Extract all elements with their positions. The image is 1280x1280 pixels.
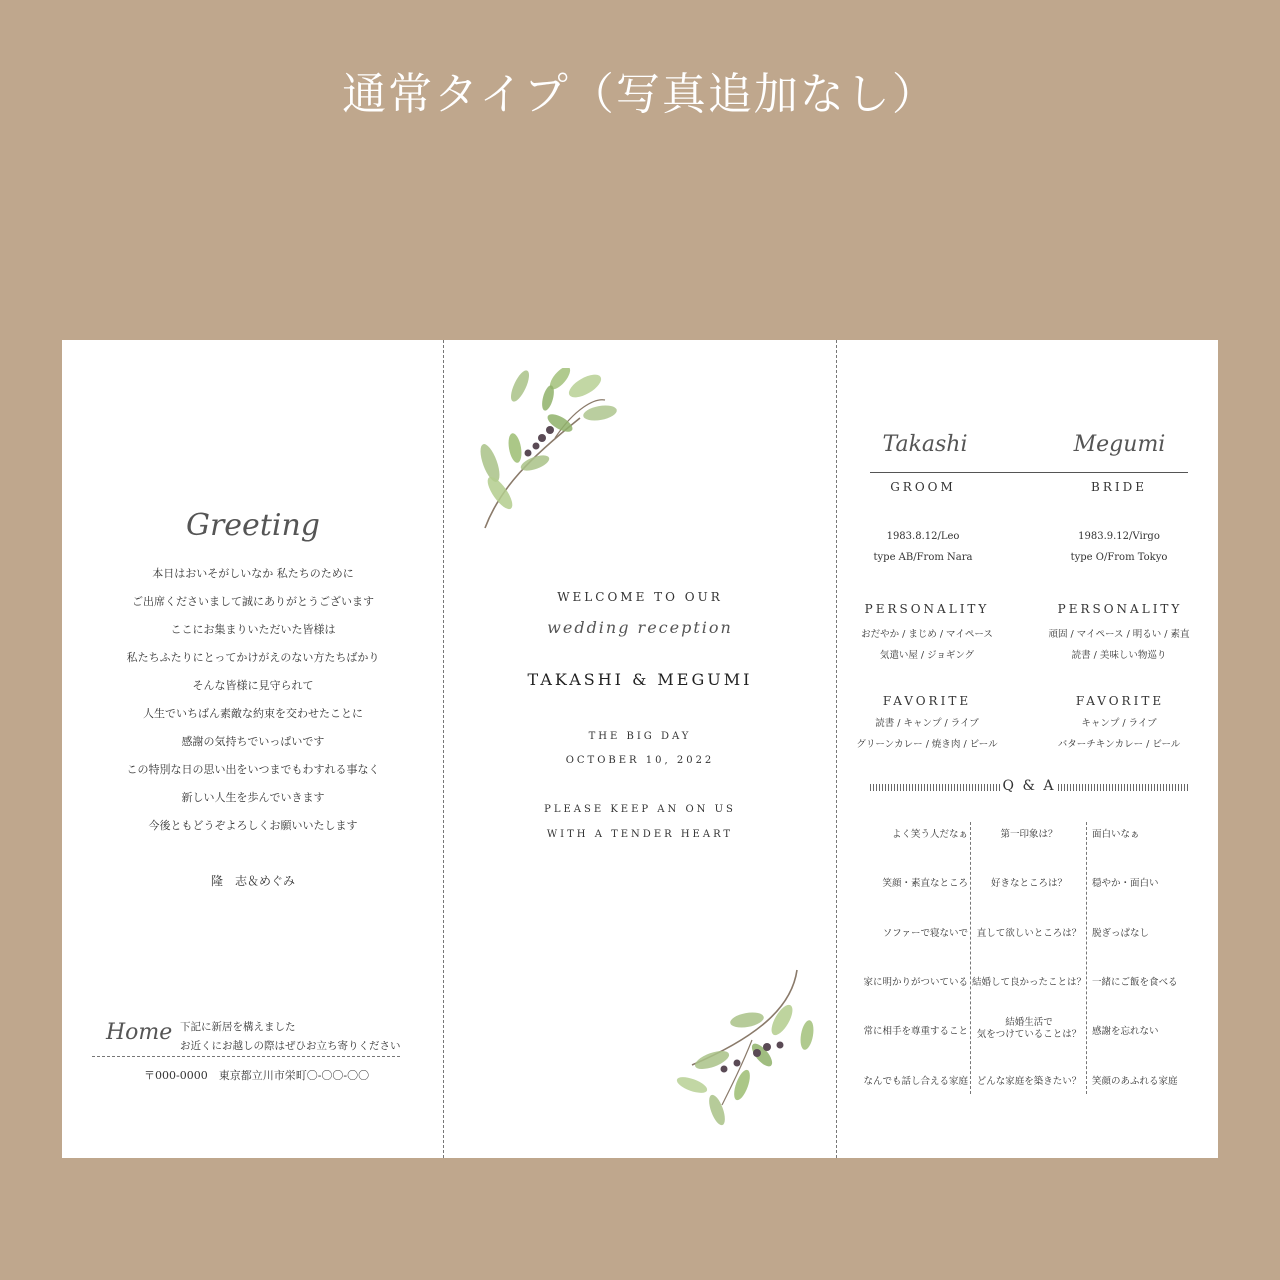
home-address: 〒000-0000 東京都立川市栄町〇-〇〇-〇〇 bbox=[144, 1069, 370, 1082]
greeting-line: そんな皆様に見守られて bbox=[192, 679, 314, 692]
reception-script: wedding reception bbox=[547, 618, 733, 637]
qa-rule-left bbox=[870, 784, 1000, 791]
greeting-line: 新しい人生を歩んでいきます bbox=[181, 791, 325, 804]
greeting-line: 今後ともどうぞよろしくお願いいたします bbox=[148, 819, 358, 832]
greeting-line: ご出席くださいまして誠にありがとうございます bbox=[132, 595, 374, 608]
home-line: お近くにお越しの際はぜひお立ち寄りください bbox=[180, 1040, 401, 1052]
groom-script-name: Takashi bbox=[882, 432, 968, 457]
bride-type: type O/From Tokyo bbox=[1070, 552, 1168, 563]
greeting-line: 人生でいちばん素敵な約束を交わせたことに bbox=[143, 707, 363, 720]
groom-personality: 気遣い屋 / ジョギング bbox=[879, 650, 975, 661]
bride-birth: 1983.9.12/Virgo bbox=[1078, 531, 1160, 542]
fold-line-right bbox=[836, 340, 837, 1158]
qa-question: 結婚生活で 気をつけていることは？ bbox=[976, 1017, 1082, 1041]
qa-bride-answer: 脱ぎっぱなし bbox=[1092, 928, 1150, 939]
program-sheet bbox=[62, 340, 1218, 1158]
qa-question: どんな家庭を築きたい？ bbox=[976, 1076, 1082, 1087]
groom-favorite-label: FAVORITE bbox=[882, 694, 972, 708]
greeting-line: この特別な日の思い出をいつまでもわすれる事なく bbox=[126, 763, 380, 776]
qa-bride-answer: 一緒にご飯を食べる bbox=[1092, 977, 1178, 988]
qa-bride-answer: 穏やか・面白い bbox=[1092, 878, 1159, 889]
greeting-line: 感謝の気持ちでいっぱいです bbox=[181, 735, 325, 748]
greeting-line: 私たちふたりにとってかけがえのない方たちばかり bbox=[126, 651, 380, 664]
bride-personality: 読書 / 美味しい物巡り bbox=[1071, 650, 1167, 661]
greeting-line: 本日はおいそがしいなか 私たちのために bbox=[152, 567, 354, 580]
bride-personality-label: PERSONALITY bbox=[1057, 602, 1183, 616]
qa-groom-answer: 笑顔・素直なところ bbox=[882, 878, 968, 889]
qa-groom-answer: よく笑う人だなぁ bbox=[891, 829, 968, 840]
qa-bride-answer: 面白いなぁ bbox=[1092, 829, 1140, 840]
bride-role: BRIDE bbox=[1091, 480, 1147, 494]
qa-question: 第一印象は？ bbox=[1000, 829, 1058, 840]
groom-personality: おだやか / まじめ / マイペース bbox=[861, 629, 993, 640]
qa-question: 好きなところは？ bbox=[990, 878, 1067, 889]
groom-personality-label: PERSONALITY bbox=[864, 602, 990, 616]
bride-favorite: キャンプ / ライブ bbox=[1081, 718, 1157, 729]
greeting-line: ここにお集まりいただいた皆様は bbox=[170, 623, 336, 636]
bride-favorite-label: FAVORITE bbox=[1075, 694, 1165, 708]
leaf-branch-bottom-icon bbox=[662, 965, 822, 1130]
groom-favorite: グリーンカレー / 焼き肉 / ビール bbox=[856, 739, 998, 750]
welcome-text: WELCOME TO OUR bbox=[557, 590, 723, 604]
home-line: 下記に新居を構えました bbox=[180, 1021, 296, 1033]
qa-groom-answer: 家に明かりがついている bbox=[863, 977, 968, 988]
home-divider bbox=[92, 1056, 400, 1057]
qa-groom-answer: 常に相手を尊重すること bbox=[863, 1026, 968, 1037]
wedding-date: OCTOBER 10, 2022 bbox=[565, 755, 715, 766]
couple-names: TAKASHI & MEGUMI bbox=[527, 670, 753, 689]
bride-favorite: バターチキンカレー / ビール bbox=[1057, 739, 1181, 750]
leaf-branch-top-icon bbox=[460, 368, 620, 538]
qa-heading: Q & A bbox=[1002, 778, 1056, 794]
names-divider bbox=[870, 472, 1188, 473]
qa-groom-answer: なんでも話し合える家庭 bbox=[863, 1076, 968, 1087]
keep-line: PLEASE KEEP AN ON US bbox=[544, 804, 736, 815]
groom-role: GROOM bbox=[890, 480, 956, 494]
bride-personality: 頑固 / マイペース / 明るい / 素直 bbox=[1048, 629, 1190, 640]
groom-birth: 1983.8.12/Leo bbox=[886, 531, 960, 542]
qa-divider-right bbox=[1086, 822, 1087, 1094]
bride-script-name: Megumi bbox=[1073, 432, 1166, 457]
groom-favorite: 読書 / キャンプ / ライブ bbox=[875, 718, 979, 729]
qa-question: 結婚して良かったことは？ bbox=[972, 977, 1087, 988]
greeting-signature: 隆 志＆めぐみ bbox=[210, 874, 295, 888]
qa-divider-left bbox=[970, 822, 971, 1094]
qa-bride-answer: 笑顔のあふれる家庭 bbox=[1092, 1076, 1178, 1087]
page-title: 通常タイプ（写真追加なし） bbox=[342, 69, 938, 120]
big-day: THE BIG DAY bbox=[588, 731, 692, 742]
qa-bride-answer: 感謝を忘れない bbox=[1092, 1026, 1159, 1037]
greeting-heading: Greeting bbox=[186, 508, 320, 543]
qa-rule-right bbox=[1058, 784, 1188, 791]
home-heading: Home bbox=[106, 1020, 173, 1045]
qa-question: 直して欲しいところは？ bbox=[976, 928, 1082, 939]
groom-type: type AB/From Nara bbox=[873, 552, 973, 563]
keep-line: WITH A TENDER HEART bbox=[546, 829, 734, 840]
qa-groom-answer: ソファーで寝ないで bbox=[882, 928, 968, 939]
greeting-panel bbox=[62, 340, 444, 1158]
